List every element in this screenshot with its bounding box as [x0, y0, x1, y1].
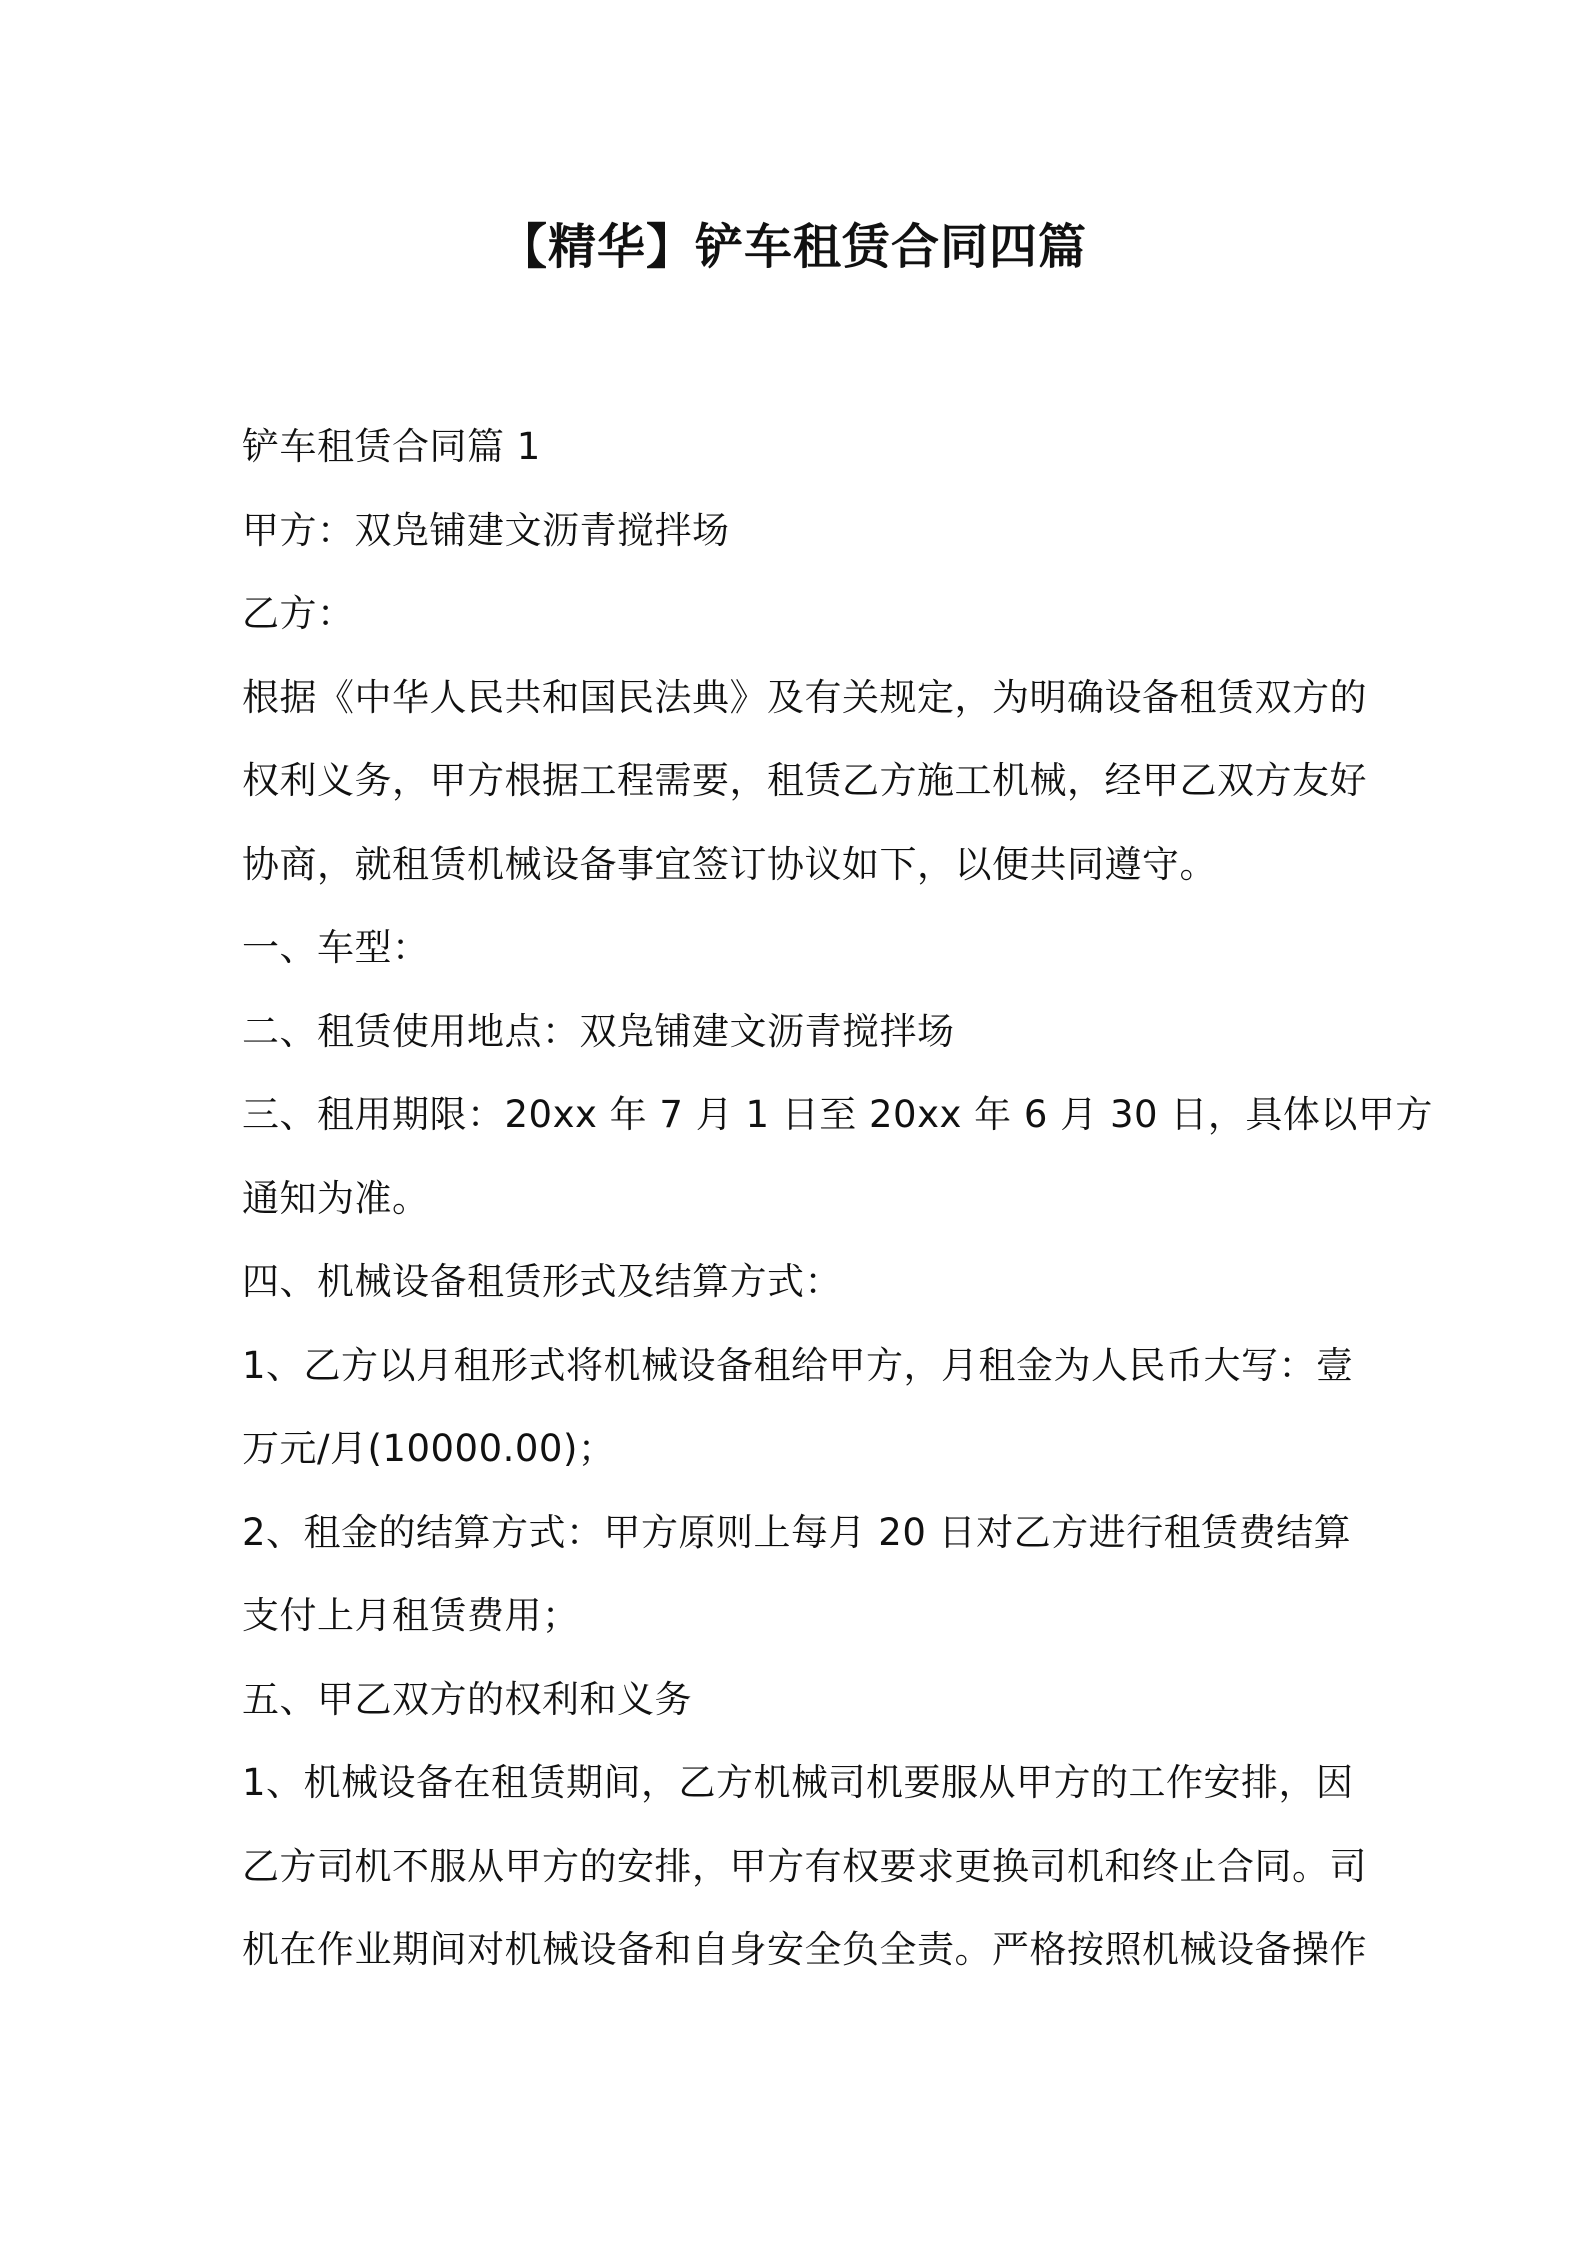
party-a-line: 甲方：双凫铺建文沥青搅拌场 [242, 508, 730, 552]
paragraph-line: 权利义务，甲方根据工程需要，租赁乙方施工机械，经甲乙双方友好 [242, 759, 1367, 802]
paragraph-line: 万元/月(10000.00)； [242, 1427, 616, 1470]
clause-vehicle-type: 一、车型： [242, 926, 430, 969]
paragraph-line: 机在作业期间对机械设备和自身安全负全责。严格按照机械设备操作 [242, 1928, 1367, 1971]
paragraph-line: 根据《中华人民共和国民法典》及有关规定，为明确设备租赁双方的 [242, 675, 1367, 719]
paragraph-line: 支付上月租赁费用； [242, 1594, 580, 1637]
document-title: 【精华】铲车租赁合同四篇 [498, 219, 1087, 275]
clause-settlement-heading: 四、机械设备租赁形式及结算方式： [242, 1260, 842, 1303]
paragraph-line: 2、租金的结算方式：甲方原则上每月 20 日对乙方进行租赁费结算 [242, 1510, 1352, 1554]
clause-location: 二、租赁使用地点：双凫铺建文沥青搅拌场 [242, 1009, 955, 1053]
paragraph-line: 乙方司机不服从甲方的安排，甲方有权要求更换司机和终止合同。司 [242, 1844, 1367, 1888]
paragraph-line: 协商，就租赁机械设备事宜签订协议如下，以便共同遵守。 [242, 842, 1217, 886]
section-heading: 铲车租赁合同篇 1 [242, 425, 541, 468]
clause-term: 三、租用期限：20xx 年 7 月 1 日至 20xx 年 6 月 30 日，具体以甲方 [242, 1093, 1433, 1136]
paragraph-line: 1、机械设备在租赁期间，乙方机械司机要服从甲方的工作安排，因 [242, 1761, 1354, 1804]
clause-rights-heading: 五、甲乙双方的权利和义务 [242, 1677, 692, 1721]
paragraph-line: 通知为准。 [242, 1176, 430, 1220]
document-body [242, 405, 1433, 1992]
paragraph-line: 1、乙方以月租形式将机械设备租给甲方，月租金为人民币大写：壹 [242, 1343, 1354, 1387]
party-b-line: 乙方： [242, 592, 355, 635]
